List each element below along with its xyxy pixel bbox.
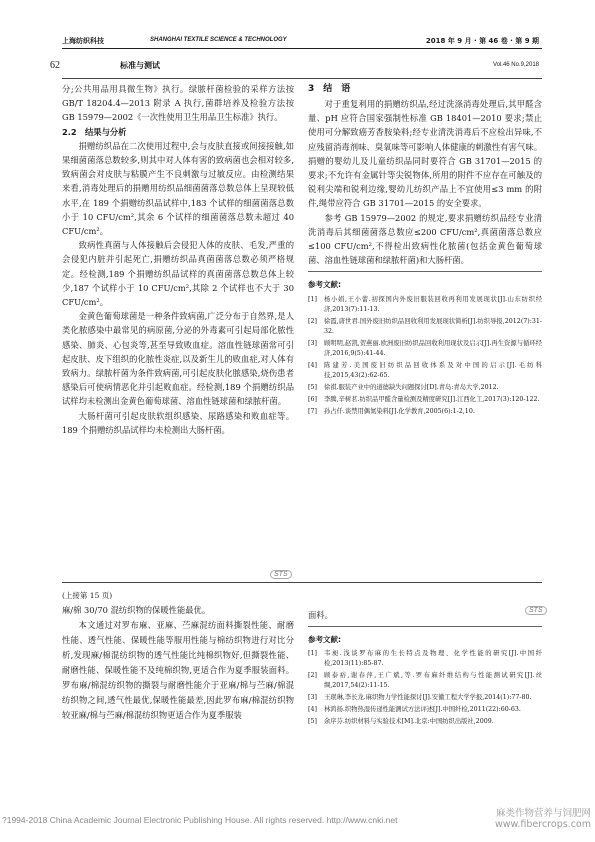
watermark-en: www.fibercrops.com <box>494 819 591 830</box>
journal-logo: STS <box>270 570 292 579</box>
left-column <box>62 82 294 437</box>
paragraph: 金黄色葡萄球菌是一种条件致病菌,广泛分布于自然界,是人类化脓感染中最常见的病原菌,分泌的外毒素可引起局部化脓性感染、肺炎、心包炎等,甚至导致败血症。溶血性链球菌常可引起皮肤、皮下组织的化脓性炎症,以及新生儿的败血症,对人体有致病力。绿脓杆菌为条件致病菌,可引起皮肤化脓感染,烧伤患者感染后可使病情恶化并引起败血症。经检测,189 个捐赠纺织品试样均未检测出金黄色葡萄球菌、溶血性链球菌和绿脓杆菌。 <box>62 311 294 407</box>
references-title: 参考文献: <box>308 635 341 645</box>
subsection-heading: 2.2 结果与分析 <box>62 126 127 137</box>
reference-item <box>308 671 542 691</box>
reference-item <box>308 361 542 381</box>
reference-number: [5] <box>308 718 317 726</box>
paragraph: 分;公共用品用具微生物》执行。绿脓杆菌检验的采样方法按 GB/T 18204.4—2013 附录 A 执行,菌群培养及检验方法按 GB 15979—2002《一次性使用卫生用品卫生标准》执行。 <box>62 84 294 123</box>
paragraph: 致病性真菌与人体接触后会侵犯人体的皮肤、毛发,严重的会侵犯内脏并引起死亡,捐赠纺织品真菌菌落总数必须严格规定。经检测,189 个捐赠纺织品试样的真菌菌落总数总体上较少,187 个试样小于 10 CFU/cm²,其除 2 个试样也不大于 30 CFU/cm²。 <box>62 240 294 308</box>
references-list <box>308 649 542 727</box>
journal-title-cn: 上海纺织科技 <box>62 37 104 45</box>
divider <box>62 582 542 583</box>
watermark <box>495 808 591 830</box>
reference-number: [7] <box>308 407 317 415</box>
reference-number: [1] <box>308 295 317 303</box>
issue-info: 2018 年 9 月 · 第 46 卷 · 第 9 期 <box>425 37 539 45</box>
paragraph: 捐赠纺织品在二次使用过程中,会与皮肤直接或间接接触,如果细菌菌落总数较多,则其中对人体有害的致病菌也会相对较多,致病菌会对皮肤与粘膜产生不良刺激与过敏反应。由检测结果来看,消毒处理后的捐赠用纺织品细菌菌落总数总体上呈现较低水平,在 189 个捐赠纺织品试样中,183 个试样的细菌菌落总数小于 10 CFU/cm²,其余 6 个试样的细菌菌落总数未超过 40 CFU/cm²。 <box>62 140 294 237</box>
reference-item <box>308 705 542 715</box>
section-heading: 标准与测试 <box>120 61 160 70</box>
volume-info: Vol.46 No.9,2018 <box>492 62 539 68</box>
copyright-footer: ?1994-2018 China Academic Journal Electronic Publishing House. All rights reserved. http://www.cnki.net <box>2 815 398 825</box>
header-rule-2 <box>62 78 542 79</box>
reference-number: [4] <box>308 706 317 714</box>
references-list <box>308 295 542 417</box>
reference-item <box>308 317 542 337</box>
reference-text: 徐霞,唐世君.国外废旧纺织品回收利用发展现状简析[J].纺织导报,2012(7):31-32. <box>324 317 542 335</box>
page-number: 62 <box>50 60 60 71</box>
reference-number: [2] <box>308 672 317 680</box>
reference-text: 顾明明,赵凯,贺燕丽.欧洲废旧纺织品回收利用现状及启示[J].再生资源与循环经济,2016,9(5):41-44. <box>324 339 542 357</box>
reference-text: 林鸿扬.织物热湿传递性能测试方法评述[J].中国纤检,2011(22):60-63. <box>324 706 521 714</box>
reference-number: [6] <box>308 395 317 403</box>
paragraph: 本文通过对罗布麻、亚麻、苎麻混纺面料撕裂性能、耐磨性能、透气性能、保暖性能等服用性能与棉纺织物进行对比分析,发现麻/棉混纺织物的透气性能比纯棉织物好,但撕裂性能、耐磨性能、保暖性能不及纯棉织物,更适合作为夏季服装面料。罗布麻/棉混纺织物的撕裂与耐磨性能介于亚麻/棉与苎麻/棉混纺织物之间,透气性最优,保暖性能最差,因此罗布麻/棉混纺织物较亚麻/棉与苎麻/棉混纺织物更适合作为夏季服装 <box>62 620 294 720</box>
bottom-left-column <box>62 588 294 723</box>
right-column <box>308 82 542 419</box>
reference-text: 王珉琳,李长龙.麻织物力学性能探讨[J].安徽工程大学学报,2014(1):77-80. <box>324 694 532 702</box>
reference-item <box>308 693 542 703</box>
reference-number: [3] <box>308 339 317 347</box>
continued-note: (上接第 15 页) <box>62 591 113 600</box>
reference-number: [5] <box>308 383 317 391</box>
paragraph: 对于重复利用的捐赠纺织品,经过洗涤消毒处理后,其甲醛含量、pH 应符合国家强制性标准 GB 18401—2010 要求;禁止使用可分解致癌芳香胺染料;经专业清洗消毒后不应检出异味,不应残留消毒剂味、臭氧味等可影响人体健康的刺激性有害气味。捐赠的婴幼儿及儿童纺织品同时要符合 GB 31701—2015 的要求;不允许有金属针等尖锐物体,所用的附件不应存在可触及的锐利尖端和锐利边缘,婴幼儿纺织产品上不宜使用≤3 mm 的附件,绳带应符合 GB 31701—2015 的安全要求。 <box>308 99 542 209</box>
reference-text: 余序芬.纺织材料与实验技术[M].北京:中国纺织出版社,2009. <box>324 718 494 726</box>
paragraph: 参考 GB 15979—2002 的规定,要求捐赠纺织品经专业清洗消毒后其细菌菌落总数应≤200 CFU/cm²,真菌菌落总数应≤100 CFU/cm²,不得检出致病性化脓菌(包括金黄色葡萄球菌、溶血性链球菌和绿脓杆菌)和大肠杆菌。 <box>308 212 542 266</box>
watermark-cn: 麻类作物营养与饲肥网 <box>495 808 591 819</box>
reference-text: 陈建芳.美国废旧纺织品回收体系及对中国的启示[J].毛纺科技,2015,43(2):62-65. <box>324 361 542 379</box>
section-heading-conclusion: 3 结 语 <box>308 84 351 94</box>
reference-item <box>308 395 542 405</box>
reference-item <box>308 407 542 417</box>
header-rule <box>62 48 542 49</box>
journal-logo: STS <box>525 606 547 615</box>
reference-number: [2] <box>308 317 317 325</box>
reference-item <box>308 295 542 315</box>
paragraph: 面料。 <box>308 610 333 620</box>
reference-number: [4] <box>308 361 317 369</box>
reference-text: 孙占仟.谈禁用偶氮染料[J].化学教育,2005(6):1-2,10. <box>324 407 475 415</box>
journal-title-en: SHANGHAI TEXTILE SCIENCE & TECHNOLOGY <box>150 37 287 43</box>
reference-text: 韦昶.浅谈罗布麻的生长特点及物理、化学性能的研究[J].中国纤检,2013(11):85-87. <box>324 650 542 668</box>
reference-text: 李腾,辛树茗.纺织品甲醛含量检测及精度研究[J].江西化工,2017(3):120-122. <box>324 395 540 403</box>
reference-item <box>308 717 542 727</box>
reference-item <box>308 339 542 359</box>
reference-item <box>308 383 542 393</box>
reference-number: [1] <box>308 650 317 658</box>
reference-number: [3] <box>308 694 317 702</box>
reference-item <box>308 649 542 669</box>
reference-text: 顾泰裕,谢春萍,王广斌,等.罗布麻纤维结构与性能测试研究[J].丝绸,2017,54(2):11-15. <box>324 672 542 690</box>
reference-text: 杨小娟,王小蕾.初探国内外废旧服装回收再利用发展现状[J].山东纺织经济,2013(7):11-13. <box>324 295 542 313</box>
bottom-right-column <box>308 608 542 729</box>
paragraph: 大肠杆菌可引起皮肤软组织感染、尿路感染和败血症等。189 个捐赠纺织品试样均未检测出大肠杆菌。 <box>62 410 294 435</box>
references-title: 参考文献: <box>308 280 341 290</box>
paragraph: 麻/棉 30/70 混纺织物的保暖性能最优。 <box>62 605 211 615</box>
reference-text: 徐祺.服装产业中的道德缺失问题探讨[D].青岛:青岛大学,2012. <box>324 383 499 391</box>
